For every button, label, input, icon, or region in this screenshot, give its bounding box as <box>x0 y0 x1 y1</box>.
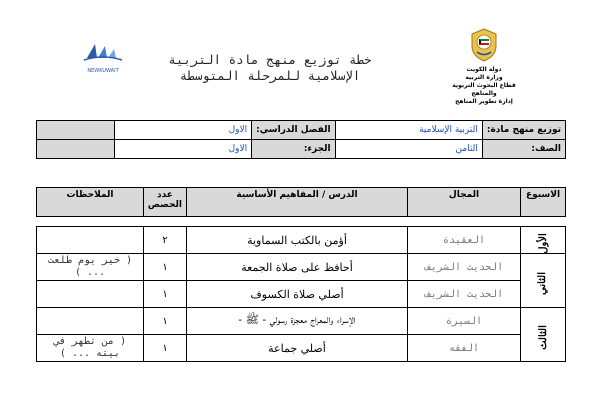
ministry-line-4: إدارة تطوير المناهج <box>455 98 513 105</box>
info-table <box>36 120 566 159</box>
semester-label: الفصل الدراسي: <box>252 121 335 140</box>
info-blank-cell <box>37 140 115 159</box>
count-cell: ١ <box>144 281 187 308</box>
ministry-line-2: وزارة التربية <box>465 74 503 81</box>
notes-cell <box>37 281 144 308</box>
grade-label: الصف: <box>482 140 565 159</box>
ministry-line-3: قطاع البحوث التربوية والمناهج <box>452 82 516 97</box>
week-cell: الثالث <box>521 308 566 362</box>
count-cell: ١ <box>144 254 187 281</box>
notes-cell <box>37 227 144 254</box>
table-row <box>37 335 566 362</box>
field-cell: الفقه <box>408 335 521 362</box>
lesson-cell: أحافظ على صلاة الجمعة <box>187 254 408 281</box>
count-cell: ٢ <box>144 227 187 254</box>
notes-cell: ( خير يوم طلعت ... ) <box>37 254 144 281</box>
header-notes: الملاحظات <box>37 188 144 217</box>
field-cell: العقيدة <box>408 227 521 254</box>
new-kuwait-caption: NEWKUWAIT <box>87 68 119 74</box>
field-cell: الحديث الشريف <box>408 281 521 308</box>
header-count: عدد الحصص <box>143 188 186 217</box>
week-cell: الأول <box>521 227 566 254</box>
table-row <box>37 227 566 254</box>
part-label: الجزء: <box>252 140 335 159</box>
ministry-logo-block <box>452 28 516 106</box>
field-cell: الحديث الشريف <box>408 254 521 281</box>
lesson-cell: الإسراء والمعراج معجزة رسولي - ﷺ - <box>187 308 408 335</box>
lesson-cell: أصلي جماعة <box>187 335 408 362</box>
title-line-2: الإسلامية للمرحلة المتوسطة <box>179 68 361 83</box>
document-title <box>135 52 405 84</box>
header-week: الاسبوع <box>521 188 566 217</box>
semester-value: الاول <box>114 121 251 140</box>
lesson-cell: أؤمن بالكتب السماوية <box>187 227 408 254</box>
table-row <box>37 308 566 335</box>
new-kuwait-logo <box>78 40 128 74</box>
header-field: المجال <box>408 188 521 217</box>
new-kuwait-logo-icon <box>81 40 125 64</box>
count-cell: ١ <box>144 335 187 362</box>
schedule-table <box>36 226 566 362</box>
notes-cell <box>37 308 144 335</box>
title-line-1: خطة توزيع منهج مادة التربية <box>168 52 372 67</box>
table-row <box>37 281 566 308</box>
header-lesson: الدرس / المفاهيم الأساسية <box>187 188 408 217</box>
schedule-header <box>36 187 566 217</box>
part-value: الاول <box>114 140 251 159</box>
grade-value: الثامن <box>335 140 482 159</box>
table-row <box>37 254 566 281</box>
info-blank-cell <box>37 121 115 140</box>
ministry-line-1: دولة الكويت <box>466 66 502 73</box>
kuwait-emblem-icon <box>469 28 499 62</box>
lesson-cell: أصلي صلاة الكسوف <box>187 281 408 308</box>
notes-cell: ( من تطهر في بيته ... ) <box>37 335 144 362</box>
field-cell: السيرة <box>408 308 521 335</box>
subject-value: التربية الإسلامية <box>335 121 482 140</box>
week-cell: الثاني <box>521 254 566 308</box>
count-cell: ١ <box>144 308 187 335</box>
subject-label: توزيع منهج مادة: <box>482 121 565 140</box>
